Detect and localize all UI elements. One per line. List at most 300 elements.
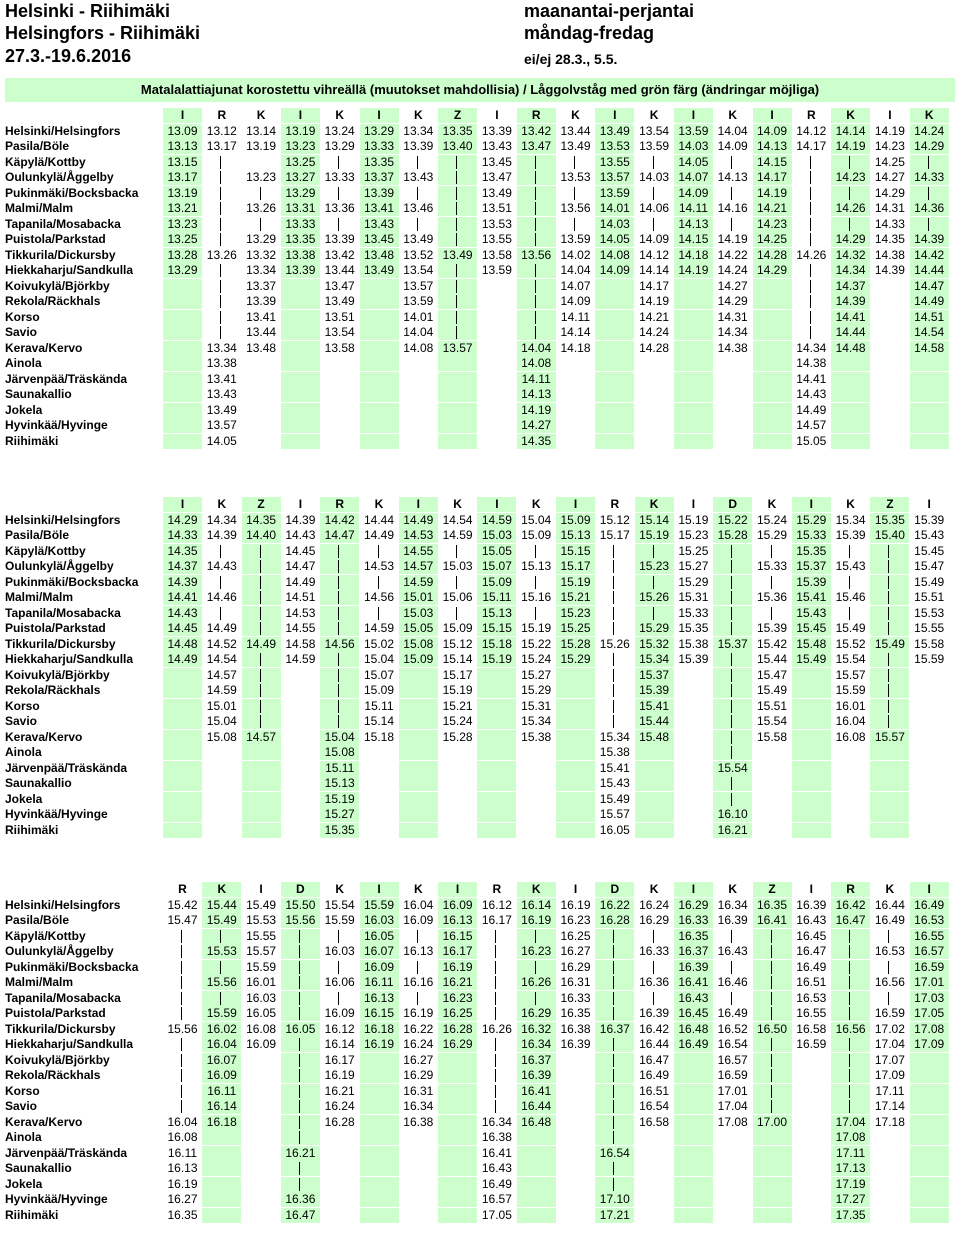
departure-time: 15.24 <box>756 512 788 527</box>
departure-time: 15.28 <box>442 729 473 744</box>
departure-time <box>753 341 792 356</box>
station-name: Hiekkaharju/Sandkulla <box>5 652 134 666</box>
departure-time <box>163 730 202 745</box>
train-type: I <box>753 108 792 123</box>
departure-time: 16.14 <box>517 898 556 913</box>
departure-time <box>360 418 399 433</box>
departure-time <box>713 1177 752 1192</box>
pass-through-mark <box>753 606 792 621</box>
departure-time: 16.59 <box>874 1006 905 1020</box>
train-type: I <box>674 882 713 897</box>
departure-time: 17.11 <box>875 1083 905 1098</box>
departure-time <box>163 279 202 294</box>
departure-time: 17.03 <box>910 991 949 1006</box>
pass-through-mark <box>595 1006 634 1021</box>
pass-through-mark <box>870 929 909 944</box>
pass-through-mark <box>910 186 949 201</box>
departure-time: 13.55 <box>481 232 512 246</box>
departure-time: 13.17 <box>206 139 237 153</box>
departure-time: 14.08 <box>595 248 634 263</box>
departure-time: 16.11 <box>360 975 399 990</box>
departure-time: 13.25 <box>281 155 320 170</box>
pass-through-mark <box>713 699 752 714</box>
departure-time <box>753 279 792 294</box>
departure-time: 15.17 <box>442 667 473 682</box>
station-name: Riihimäki <box>5 1207 59 1222</box>
departure-time: 16.44 <box>874 897 905 912</box>
departure-time <box>281 807 320 822</box>
pass-through-mark <box>713 217 752 232</box>
departure-time: 16.38 <box>560 1021 591 1036</box>
departure-time: 16.25 <box>438 1006 477 1021</box>
departure-time: 14.38 <box>717 340 748 355</box>
departure-time: 13.41 <box>246 309 277 324</box>
timetable-block-2 <box>5 497 960 849</box>
departure-time: 13.39 <box>281 263 320 278</box>
station-name: Hiekkaharju/Sandkulla <box>5 263 134 277</box>
departure-time <box>242 356 281 371</box>
departure-time <box>360 325 399 340</box>
departure-time <box>281 699 320 714</box>
departure-time: 15.13 <box>556 528 595 543</box>
departure-time <box>831 403 870 418</box>
departure-time: 14.49 <box>163 652 202 667</box>
departure-time: 13.44 <box>560 123 591 138</box>
pass-through-mark <box>831 606 870 621</box>
pass-through-mark <box>831 1068 870 1083</box>
pass-through-mark <box>792 232 831 247</box>
departure-time <box>438 1161 477 1176</box>
departure-time <box>910 387 949 402</box>
departure-time: 17.02 <box>874 1021 905 1036</box>
departure-time: 15.38 <box>521 729 552 744</box>
departure-time: 17.08 <box>910 1022 949 1037</box>
pass-through-mark <box>595 683 634 698</box>
train-type: K <box>885 882 895 896</box>
departure-time: 13.53 <box>595 139 634 154</box>
pass-through-mark <box>477 1006 516 1021</box>
departure-time: 16.55 <box>910 929 949 944</box>
departure-time: 15.56 <box>281 913 320 928</box>
pass-through-mark <box>831 544 870 559</box>
departure-time <box>556 1053 595 1068</box>
departure-time: 14.49 <box>363 528 395 542</box>
station-name: Hyvinkää/Hyvinge <box>5 807 108 821</box>
departure-time <box>399 683 438 698</box>
pass-through-mark <box>595 944 634 959</box>
timetable-row <box>5 1192 960 1207</box>
departure-time: 14.44 <box>831 325 870 340</box>
departure-time: 15.14 <box>635 513 674 528</box>
departure-time: 16.39 <box>674 960 713 975</box>
pass-through-mark <box>399 991 438 1006</box>
departure-time: 14.44 <box>363 512 395 527</box>
departure-time: 15.14 <box>442 652 473 666</box>
pass-through-mark <box>792 325 831 340</box>
departure-time: 15.26 <box>599 636 630 651</box>
departure-time <box>870 356 909 371</box>
departure-time <box>870 372 909 387</box>
departure-time: 13.49 <box>206 402 237 417</box>
departure-time <box>870 1177 909 1192</box>
departure-time: 13.58 <box>481 247 512 262</box>
departure-time <box>753 403 792 418</box>
departure-time: 14.54 <box>442 512 473 527</box>
departure-time <box>281 279 320 294</box>
departure-time: 13.59 <box>560 232 591 246</box>
departure-time: 17.08 <box>831 1130 870 1145</box>
departure-time: 17.01 <box>910 975 949 990</box>
pass-through-mark <box>242 217 281 232</box>
departure-time: 16.35 <box>674 929 713 944</box>
pass-through-mark <box>753 1037 792 1052</box>
departure-time: 16.03 <box>360 913 399 928</box>
departure-time: 16.10 <box>713 807 752 822</box>
departure-time: 14.41 <box>163 590 202 605</box>
departure-time: 13.47 <box>324 278 355 293</box>
station-name: Savio <box>5 714 38 728</box>
departure-time <box>242 1115 281 1130</box>
departure-time: 16.47 <box>639 1052 670 1067</box>
pass-through-mark <box>438 325 477 340</box>
pass-through-mark <box>242 621 281 636</box>
departure-time <box>202 1130 241 1145</box>
pass-through-mark <box>831 1006 870 1021</box>
train-type-header-row <box>5 108 960 123</box>
departure-time: 14.31 <box>717 309 748 324</box>
timetable-row <box>5 263 960 278</box>
timetable-row <box>5 528 960 543</box>
departure-time: 16.49 <box>717 1006 748 1020</box>
departure-time <box>399 1208 438 1223</box>
train-type: K <box>649 108 659 122</box>
departure-time: 14.56 <box>363 590 395 604</box>
train-type: R <box>320 497 359 512</box>
pass-through-mark <box>320 652 359 667</box>
departure-time <box>320 1130 359 1145</box>
pass-through-mark <box>281 975 320 990</box>
departure-time: 15.31 <box>521 698 552 713</box>
departure-time <box>753 387 792 402</box>
departure-time: 14.40 <box>242 528 281 543</box>
departure-time <box>242 372 281 387</box>
departure-time: 15.39 <box>835 528 866 542</box>
timetable-row <box>5 1146 960 1161</box>
departure-time: 15.24 <box>442 714 473 728</box>
departure-time: 16.09 <box>202 1068 241 1083</box>
departure-time <box>635 1146 674 1161</box>
departure-time: 14.23 <box>874 139 905 153</box>
departure-time <box>753 761 792 776</box>
station-name: Tikkurila/Dickursby <box>5 1021 116 1036</box>
pass-through-mark <box>517 960 556 975</box>
departure-time: 16.01 <box>246 975 277 989</box>
departure-time: 16.57 <box>717 1052 748 1067</box>
train-type: I <box>360 108 399 123</box>
departure-time: 13.59 <box>403 294 434 308</box>
departure-time <box>910 761 949 776</box>
pass-through-mark <box>870 960 909 975</box>
departure-time: 14.16 <box>717 201 748 215</box>
pass-through-mark <box>281 991 320 1006</box>
station-name: Hyvinkää/Hyvinge <box>5 1192 108 1206</box>
pass-through-mark <box>477 929 516 944</box>
departure-time: 14.51 <box>285 590 316 604</box>
departure-time <box>635 1208 674 1223</box>
departure-time: 15.34 <box>835 512 866 527</box>
pass-through-mark <box>202 606 241 621</box>
pass-through-mark <box>202 155 241 170</box>
pass-through-mark <box>595 1177 634 1192</box>
departure-time: 14.23 <box>831 170 870 185</box>
departure-time <box>753 1161 792 1176</box>
departure-time <box>556 387 595 402</box>
departure-time <box>399 807 438 822</box>
departure-time <box>713 1192 752 1207</box>
pass-through-mark <box>713 991 752 1006</box>
pass-through-mark <box>320 699 359 714</box>
departure-time: 16.09 <box>246 1037 277 1051</box>
departure-time <box>595 418 634 433</box>
departure-time: 16.47 <box>281 1208 320 1223</box>
departure-time <box>163 668 202 683</box>
departure-time <box>753 294 792 309</box>
departure-time: 17.07 <box>874 1052 905 1067</box>
train-type: I <box>910 882 949 897</box>
departure-time: 15.36 <box>756 590 788 604</box>
train-type: K <box>910 108 949 123</box>
departure-time: 15.55 <box>246 928 277 943</box>
departure-time <box>202 745 241 760</box>
departure-time: 14.07 <box>674 170 713 185</box>
departure-time <box>792 1146 831 1161</box>
station-name: Saunakallio <box>5 387 72 401</box>
departure-time <box>360 1084 399 1099</box>
departure-time: 13.37 <box>360 170 399 185</box>
departure-time: 15.17 <box>599 528 630 542</box>
departure-time: 13.51 <box>481 201 512 215</box>
departure-time: 14.57 <box>796 418 827 432</box>
departure-time: 14.25 <box>753 232 792 247</box>
departure-time <box>870 1146 909 1161</box>
train-type: Z <box>870 497 909 512</box>
departure-time <box>477 372 516 387</box>
departure-time <box>477 325 516 340</box>
departure-time <box>477 745 516 760</box>
pass-through-mark <box>399 186 438 201</box>
departure-time: 15.53 <box>202 944 241 959</box>
timetable-row <box>5 1006 960 1021</box>
pass-through-mark <box>595 1130 634 1145</box>
timetable-row <box>5 975 960 990</box>
departure-time <box>320 1161 359 1176</box>
departure-time: 14.53 <box>399 528 438 543</box>
departure-time <box>163 403 202 418</box>
departure-time: 13.09 <box>163 124 202 139</box>
departure-time: 13.33 <box>360 139 399 154</box>
departure-time <box>674 1130 713 1145</box>
departure-time: 13.31 <box>281 201 320 216</box>
departure-time: 13.38 <box>281 248 320 263</box>
pass-through-mark <box>438 232 477 247</box>
departure-time: 14.38 <box>874 247 905 262</box>
departure-time: 14.36 <box>910 201 949 216</box>
departure-time <box>399 372 438 387</box>
departure-time: 14.26 <box>831 201 870 216</box>
departure-time: 16.19 <box>438 960 477 975</box>
departure-time <box>910 1099 949 1114</box>
departure-time: 15.39 <box>678 652 709 666</box>
departure-time <box>713 1130 752 1145</box>
train-type: K <box>846 497 855 511</box>
timetable-row <box>5 513 960 528</box>
timetable-row <box>5 341 960 356</box>
departure-time: 16.12 <box>324 1021 355 1036</box>
station-name: Puistola/Parkstad <box>5 1006 106 1020</box>
departure-time: 16.29 <box>403 1068 434 1082</box>
departure-time: 15.27 <box>320 807 359 822</box>
departure-time <box>360 1130 399 1145</box>
departure-time: 15.05 <box>399 621 438 636</box>
departure-time <box>556 1068 595 1083</box>
departure-time: 16.31 <box>560 975 591 989</box>
departure-time: 15.53 <box>914 605 945 620</box>
train-type: K <box>831 108 870 123</box>
pass-through-mark <box>163 1099 202 1114</box>
departure-time <box>438 745 477 760</box>
departure-time <box>242 434 281 449</box>
departure-time: 14.57 <box>206 667 237 682</box>
departure-time <box>438 807 477 822</box>
train-type: K <box>571 108 580 122</box>
departure-time: 16.49 <box>481 1176 512 1191</box>
departure-time: 14.01 <box>403 309 434 324</box>
departure-time: 14.03 <box>639 170 670 184</box>
departure-time: 13.53 <box>481 216 512 231</box>
departure-time: 14.04 <box>517 341 556 356</box>
departure-time: 14.59 <box>399 575 438 590</box>
pass-through-mark <box>792 263 831 278</box>
departure-time <box>399 823 438 838</box>
timetable-row <box>5 960 960 975</box>
pass-through-mark <box>517 991 556 1006</box>
low-floor-note-banner: Matalalattiajunat korostettu vihreällä (muutokset mahdollisia) / Låggolvståg med grön färg (ändringar möjliga) <box>5 78 955 102</box>
departure-time: 13.29 <box>360 124 399 139</box>
timetable-row <box>5 294 960 309</box>
train-type: I <box>595 108 634 123</box>
departure-time: 14.42 <box>320 513 359 528</box>
departure-time: 15.47 <box>167 913 198 927</box>
departure-time: 16.56 <box>874 975 905 989</box>
departure-time: 14.35 <box>517 434 556 449</box>
departure-time <box>360 823 399 838</box>
departure-time <box>477 807 516 822</box>
departure-time <box>556 418 595 433</box>
train-type: K <box>217 497 227 511</box>
pass-through-mark <box>792 294 831 309</box>
departure-time: 13.23 <box>281 139 320 154</box>
departure-time: 14.29 <box>910 139 949 154</box>
station-name: Savio <box>5 1099 38 1113</box>
departure-time: 14.48 <box>831 341 870 356</box>
departure-time: 15.59 <box>202 1006 241 1021</box>
timetable-row <box>5 575 960 590</box>
pass-through-mark <box>163 960 202 975</box>
departure-time: 15.34 <box>521 714 552 728</box>
departure-time <box>674 310 713 325</box>
timetable-row <box>5 898 960 913</box>
departure-time <box>674 823 713 838</box>
departure-time: 13.19 <box>246 139 277 153</box>
departure-time: 15.19 <box>442 683 473 697</box>
departure-time <box>281 387 320 402</box>
pass-through-mark <box>438 155 477 170</box>
departure-time: 14.09 <box>595 263 634 278</box>
route-title-fi: Helsinki - Riihimäki <box>5 1 171 21</box>
departure-time: 16.59 <box>717 1068 748 1082</box>
pass-through-mark <box>399 155 438 170</box>
pass-through-mark <box>910 217 949 232</box>
departure-time: 15.29 <box>556 652 595 667</box>
departure-time <box>635 823 674 838</box>
departure-time: 14.18 <box>674 248 713 263</box>
departure-time: 16.13 <box>438 913 477 928</box>
pass-through-mark <box>831 1084 870 1099</box>
departure-time <box>242 807 281 822</box>
departure-time <box>831 807 870 822</box>
departure-time <box>517 823 556 838</box>
departure-time: 15.52 <box>835 636 866 651</box>
departure-time: 14.27 <box>874 170 905 184</box>
timetable-row <box>5 310 960 325</box>
departure-time: 15.08 <box>399 637 438 652</box>
train-type: Z <box>753 882 792 897</box>
departure-time <box>517 776 556 791</box>
pass-through-mark <box>163 929 202 944</box>
departure-time: 14.29 <box>753 263 792 278</box>
departure-time: 13.19 <box>163 186 202 201</box>
departure-time: 13.36 <box>324 201 355 215</box>
departure-time <box>556 356 595 371</box>
departure-time: 14.57 <box>242 730 281 745</box>
pass-through-mark <box>477 1099 516 1114</box>
pass-through-mark <box>831 1099 870 1114</box>
pass-through-mark <box>595 1053 634 1068</box>
departure-time: 16.28 <box>438 1022 477 1037</box>
pass-through-mark <box>281 1084 320 1099</box>
pass-through-mark <box>438 294 477 309</box>
departure-time: 15.50 <box>281 898 320 913</box>
pass-through-mark <box>438 217 477 232</box>
station-name: Rekola/Räckhals <box>5 1068 101 1082</box>
departure-time <box>517 1208 556 1223</box>
departure-time: 15.06 <box>442 590 473 604</box>
header-right <box>524 0 694 70</box>
departure-time <box>910 714 949 729</box>
departure-time <box>831 387 870 402</box>
pass-through-mark <box>399 929 438 944</box>
departure-time: 14.27 <box>717 278 748 293</box>
departure-time <box>595 403 634 418</box>
departure-time <box>753 325 792 340</box>
departure-time: 13.42 <box>517 124 556 139</box>
departure-time <box>870 341 909 356</box>
departure-time: 14.44 <box>910 263 949 278</box>
pass-through-mark <box>870 544 909 559</box>
departure-time: 16.45 <box>674 1006 713 1021</box>
departure-time <box>242 776 281 791</box>
departure-time <box>242 418 281 433</box>
